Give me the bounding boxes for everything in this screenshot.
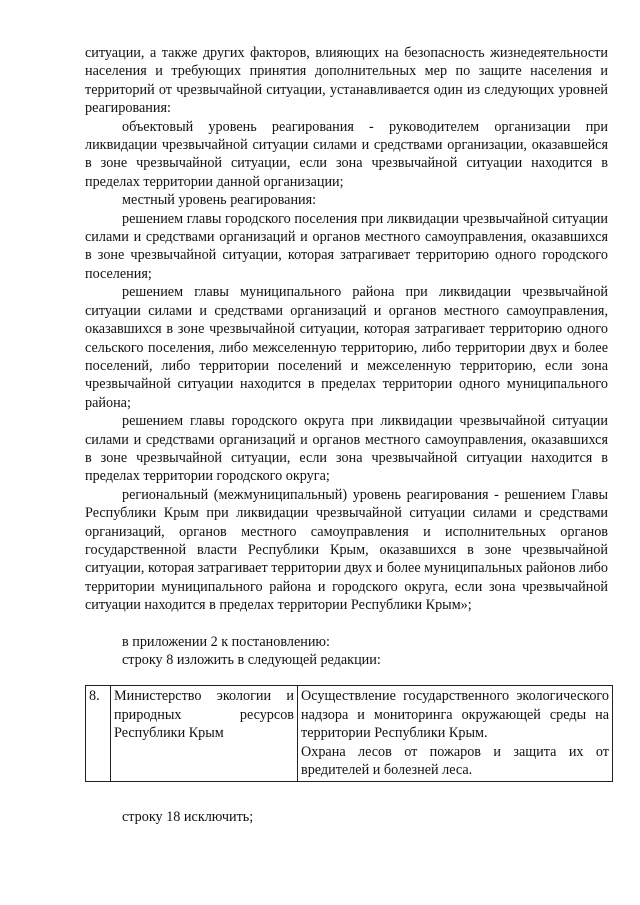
paragraph: ситуации, а также других факторов, влияющих на безопасность жизнедеятельности населения и требующих принятия дополнительных мер по защите населения и территорий от чрезвычайной ситуации, устанавливается один из следующих уровней реагирования: bbox=[85, 45, 608, 117]
organization-cell: Министерство экологии и природных ресурсов Республики Крым bbox=[111, 686, 298, 782]
paragraph: решением главы городского округа при ликвидации чрезвычайной ситуации силами и средствами организаций и органов местного самоуправления, оказавшихся в зоне чрезвычайной ситуации, если зона чрезвычайной ситуации находится в пределах территории городского округа; bbox=[85, 413, 608, 485]
row-number-cell: 8. bbox=[86, 686, 111, 782]
table-row bbox=[86, 686, 613, 782]
function-item: Осуществление государственного экологического надзора и мониторинга окружающей среды на территории Республики Крым. bbox=[301, 688, 609, 742]
blank-line bbox=[85, 615, 608, 633]
amendment-intro-line-1: в приложении 2 к постановлению: bbox=[122, 633, 330, 650]
function-item: Охрана лесов от пожаров и защита их от вредителей и болезней леса. bbox=[301, 743, 609, 779]
paragraph: объектовый уровень реагирования - руководителем организации при ликвидации чрезвычайной ситуации силами и средствами организации, оказавшейся в зоне чрезвычайной ситуации, если зона чрезвычайной ситуации находится в пределах территории данной организации; bbox=[85, 118, 608, 190]
body-text bbox=[85, 44, 608, 615]
document-page bbox=[85, 44, 608, 841]
paragraph: местный уровень реагирования: bbox=[122, 192, 317, 209]
amendment-intro-line-2: строку 8 изложить в следующей редакции: bbox=[122, 652, 381, 668]
functions-cell bbox=[298, 686, 613, 782]
closing-line: строку 18 исключить; bbox=[122, 809, 254, 826]
amendment-table bbox=[85, 685, 613, 782]
paragraph: региональный (межмуниципальный) уровень реагирования - решением Главы Республики Крым при ликвидации чрезвычайной ситуации силами и средствами организаций, органов местного самоуправления и исполнительных органов государственной власти Республики Крым, оказавшихся в зоне чрезвычайной ситуации, которая затрагивает территории двух и более муниципальных районов либо территории муниципального района и городского округа, если зона чрезвычайной ситуации находится в пределах территории Республики Крым»; bbox=[85, 486, 608, 614]
paragraph: решением главы муниципального района при ликвидации чрезвычайной ситуации силами и средствами организаций и органов местного самоуправления, оказавшихся в зоне чрезвычайной ситуации, которая затрагивает территорию одного сельского поселения, либо межселенную территорию, либо территории двух и более поселений, либо территории поселений и межселенную территорию, если зона чрезвычайной ситуации находится в пределах территории одного муниципального района; bbox=[85, 284, 608, 411]
paragraph: решением главы городского поселения при ликвидации чрезвычайной ситуации силами и средствами организаций и органов местного самоуправления, оказавшихся в зоне чрезвычайной ситуации, которая затрагивает территорию одного городского поселения; bbox=[85, 210, 608, 282]
